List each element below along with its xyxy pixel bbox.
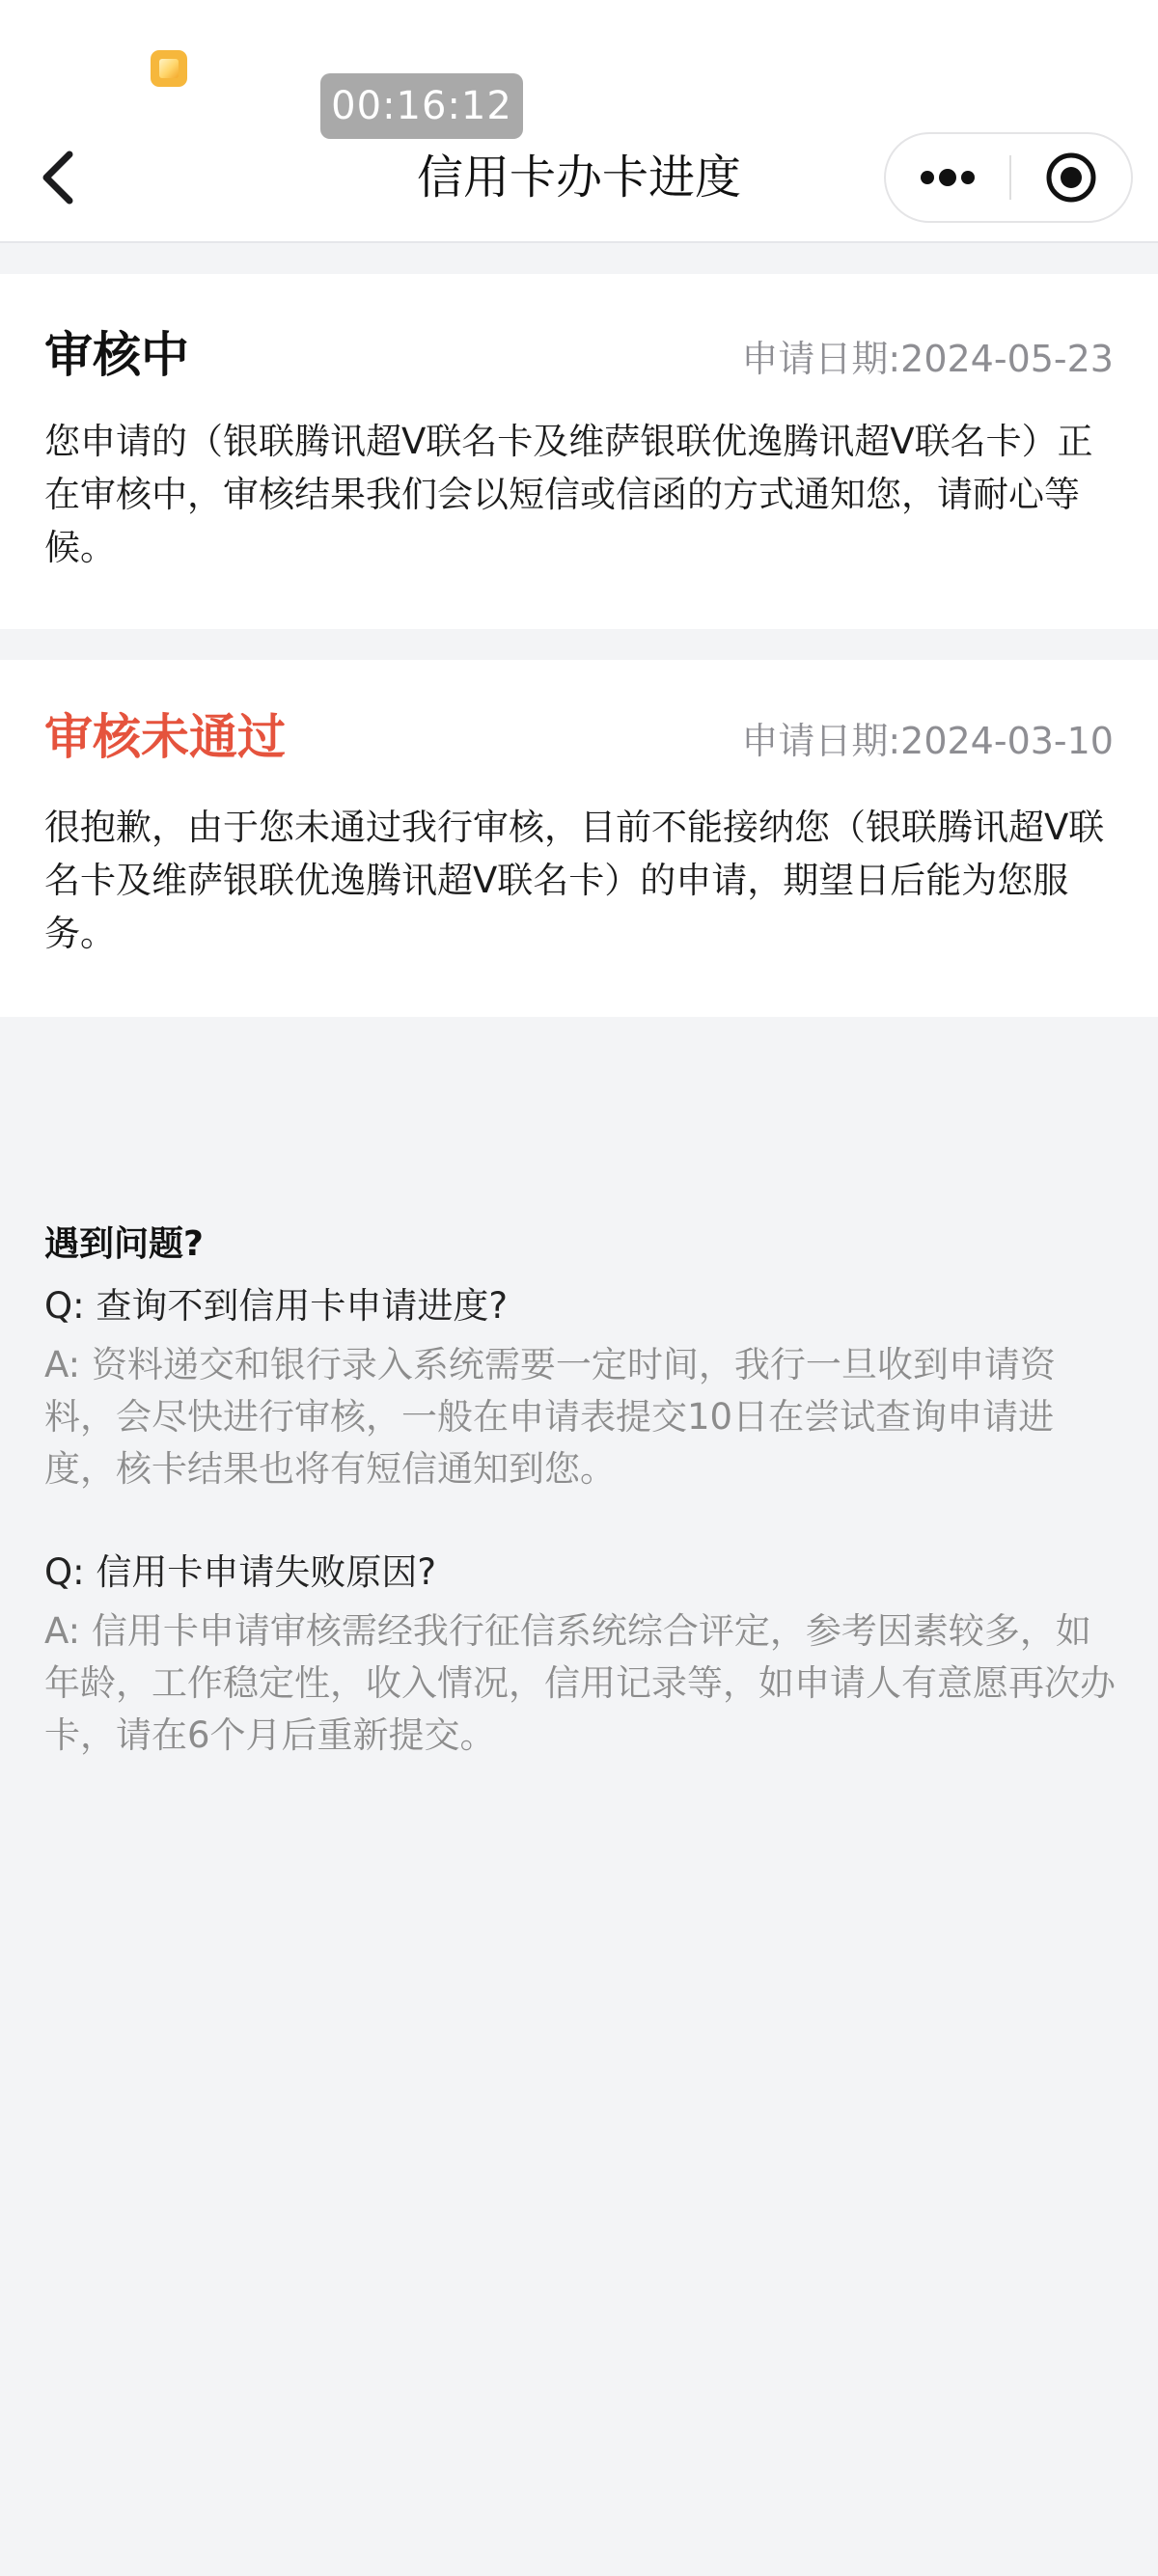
more-button[interactable] — [886, 134, 1009, 221]
page-title: 信用卡办卡进度 — [416, 151, 741, 205]
application-card — [0, 660, 1158, 1017]
more-dots-icon — [918, 168, 978, 187]
faq-answer: A: 信用卡申请审核需经我行征信系统综合评定，参考因素较多，如年龄，工作稳定性，收入情况，信用记录等，如申请人有意愿再次办卡，请在6个月后重新提交。 — [44, 1610, 1116, 1756]
faq-question: Q: 查询不到信用卡申请进度? — [44, 1285, 508, 1327]
application-description: 您申请的（银联腾讯超V联名卡及维萨银联优逸腾讯超V联名卡）正在审核中，审核结果我们会以短信或信函的方式通知您，请耐心等候。 — [44, 421, 1093, 568]
mini-program-capsule — [884, 132, 1133, 223]
application-status: 审核未通过 — [44, 709, 286, 765]
application-date: 申请日期:2024-03-10 — [741, 720, 1114, 762]
faq-answer: A: 资料递交和银行录入系统需要一定时间，我行一旦收到申请资料，会尽快进行审核，一般在申请表提交10日在尝试查询申请进度，核卡结果也将有短信通知到您。 — [44, 1344, 1056, 1490]
faq-section — [44, 1214, 1116, 1762]
application-status: 审核中 — [44, 327, 189, 383]
target-circle-icon — [1044, 151, 1098, 205]
header — [0, 0, 1158, 243]
application-description: 很抱歉，由于您未通过我行审核，目前不能接纳您（银联腾讯超V联名卡及维萨银联优逸腾讯超V联名卡）的申请，期望日后能为您服务。 — [44, 807, 1105, 954]
back-button[interactable] — [29, 143, 91, 212]
application-card — [0, 274, 1158, 629]
application-date: 申请日期:2024-05-23 — [741, 338, 1114, 380]
faq-item — [44, 1544, 1116, 1762]
chevron-left-icon — [29, 143, 91, 212]
faq-title: 遇到问题? — [44, 1224, 204, 1264]
faq-item — [44, 1277, 1116, 1495]
notification-app-icon[interactable] — [151, 50, 187, 87]
close-button[interactable] — [1011, 134, 1131, 221]
recording-timer: 00:16:12 — [320, 73, 523, 139]
faq-question: Q: 信用卡申请失败原因? — [44, 1551, 436, 1593]
